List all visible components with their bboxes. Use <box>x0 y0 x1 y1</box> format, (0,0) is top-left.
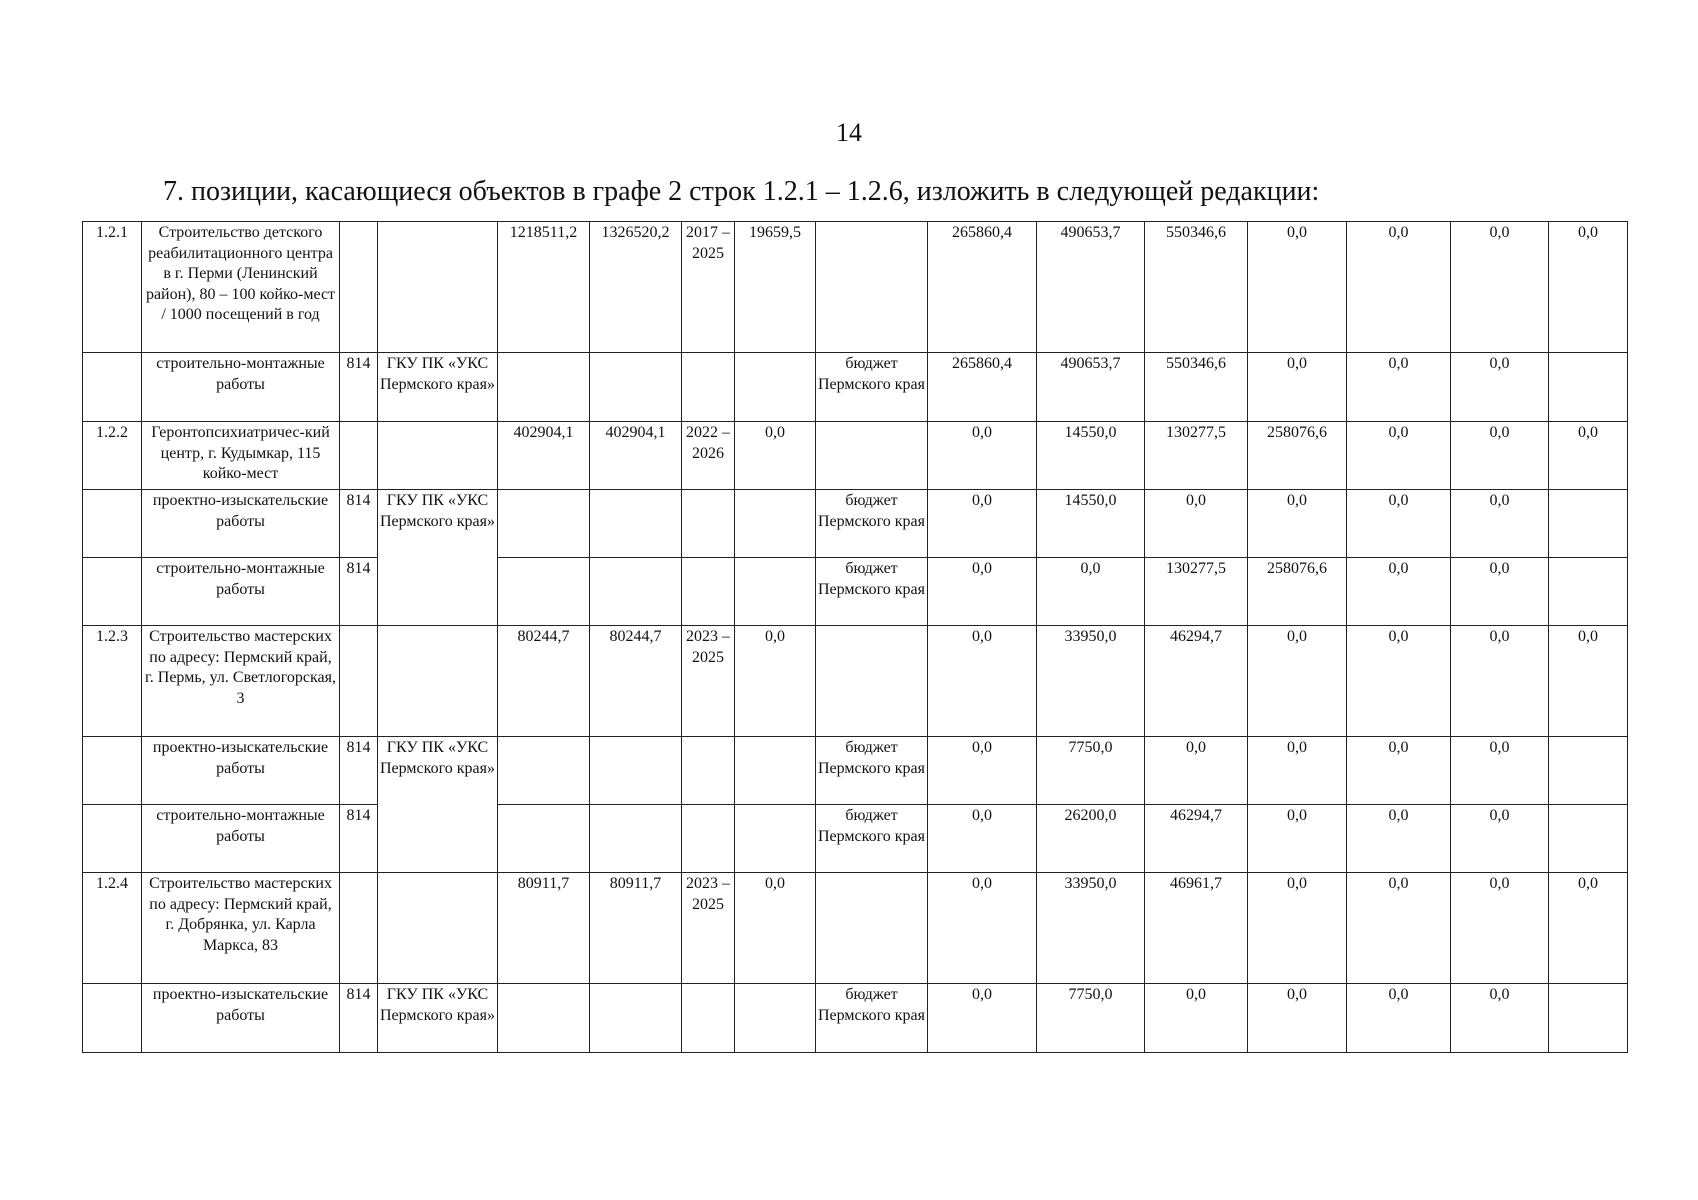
spent-cell <box>735 558 816 626</box>
page-number: 14 <box>836 118 862 147</box>
spent-cell <box>735 984 816 1053</box>
cost-total-cell: 402904,1 <box>590 422 682 490</box>
source-cell <box>816 222 928 353</box>
year-5-cell: 0,0 <box>1347 490 1451 558</box>
period-cell: 2022 – 2026 <box>682 422 735 490</box>
year-5-cell: 0,0 <box>1347 984 1451 1053</box>
cost-estimate-cell: 402904,1 <box>498 422 590 490</box>
year-5-cell: 0,0 <box>1347 737 1451 805</box>
row-id-cell <box>83 984 142 1053</box>
period-cell <box>682 353 735 422</box>
spent-cell <box>735 490 816 558</box>
year-5-cell: 0,0 <box>1347 558 1451 626</box>
spent-cell <box>735 737 816 805</box>
year-6-cell: 0,0 <box>1451 805 1549 873</box>
object-name-cell: Геронтопсихиатричес-кий центр, г. Кудымкар, 115 койко-мест <box>142 422 340 490</box>
year-3-cell: 0,0 <box>1145 984 1248 1053</box>
executor-cell <box>378 626 498 737</box>
cost-estimate-cell: 1218511,2 <box>498 222 590 353</box>
spent-cell: 0,0 <box>735 873 816 984</box>
year-4-cell: 0,0 <box>1248 737 1347 805</box>
row-id-cell: 1.2.1 <box>83 222 142 353</box>
code-cell: 814 <box>340 805 378 873</box>
year-2-cell: 7750,0 <box>1037 984 1145 1053</box>
cost-total-cell <box>590 353 682 422</box>
year-1-cell: 0,0 <box>928 558 1037 626</box>
cost-total-cell <box>590 805 682 873</box>
table-row <box>83 222 1628 353</box>
source-cell: бюджет Пермского края <box>816 558 928 626</box>
table-row <box>83 805 1628 873</box>
year-3-cell: 130277,5 <box>1145 422 1248 490</box>
cost-total-cell <box>590 984 682 1053</box>
year-1-cell: 0,0 <box>928 805 1037 873</box>
year-5-cell: 0,0 <box>1347 873 1451 984</box>
object-name-cell: Строительство детского реабилитационного центра в г. Перми (Ленинский район), 80 – 100 койко-мест / 1000 посещений в год <box>142 222 340 353</box>
year-3-cell: 0,0 <box>1145 490 1248 558</box>
cost-estimate-cell <box>498 984 590 1053</box>
year-1-cell: 265860,4 <box>928 353 1037 422</box>
cost-estimate-cell <box>498 737 590 805</box>
spent-cell <box>735 353 816 422</box>
code-cell: 814 <box>340 558 378 626</box>
row-id-cell: 1.2.4 <box>83 873 142 984</box>
year-6-cell: 0,0 <box>1451 626 1549 737</box>
year-4-cell: 0,0 <box>1248 984 1347 1053</box>
year-7-cell <box>1549 490 1628 558</box>
source-cell: бюджет Пермского края <box>816 984 928 1053</box>
year-5-cell: 0,0 <box>1347 626 1451 737</box>
work-type-cell: строительно-монтажные работы <box>142 805 340 873</box>
executor-cell <box>378 222 498 353</box>
year-6-cell: 0,0 <box>1451 873 1549 984</box>
year-1-cell: 0,0 <box>928 422 1037 490</box>
year-1-cell: 0,0 <box>928 490 1037 558</box>
code-cell <box>340 626 378 737</box>
row-id-cell <box>83 353 142 422</box>
code-cell: 814 <box>340 490 378 558</box>
year-1-cell: 265860,4 <box>928 222 1037 353</box>
object-name-cell: Строительство мастерских по адресу: Пермский край, г. Добрянка, ул. Карла Маркса, 83 <box>142 873 340 984</box>
row-id-cell <box>83 558 142 626</box>
row-id-cell <box>83 737 142 805</box>
work-type-cell: проектно-изыскательские работы <box>142 490 340 558</box>
period-cell <box>682 558 735 626</box>
source-cell: бюджет Пермского края <box>816 805 928 873</box>
year-1-cell: 0,0 <box>928 873 1037 984</box>
year-6-cell: 0,0 <box>1451 353 1549 422</box>
source-cell <box>816 422 928 490</box>
year-6-cell: 0,0 <box>1451 490 1549 558</box>
code-cell: 814 <box>340 984 378 1053</box>
spent-cell: 0,0 <box>735 422 816 490</box>
year-4-cell: 0,0 <box>1248 490 1347 558</box>
cost-total-cell <box>590 558 682 626</box>
period-cell <box>682 490 735 558</box>
year-7-cell: 0,0 <box>1549 873 1628 984</box>
work-type-cell: строительно-монтажные работы <box>142 353 340 422</box>
executor-cell: ГКУ ПК «УКС Пермского края» <box>378 353 498 422</box>
source-cell <box>816 626 928 737</box>
year-2-cell: 0,0 <box>1037 558 1145 626</box>
executor-cell <box>378 422 498 490</box>
year-2-cell: 490653,7 <box>1037 353 1145 422</box>
period-cell <box>682 984 735 1053</box>
source-cell: бюджет Пермского края <box>816 490 928 558</box>
year-3-cell: 0,0 <box>1145 737 1248 805</box>
period-cell: 2023 – 2025 <box>682 873 735 984</box>
table-row <box>83 353 1628 422</box>
year-1-cell: 0,0 <box>928 626 1037 737</box>
amendment-heading: 7. позиции, касающиеся объектов в графе 2 строк 1.2.1 – 1.2.6, изложить в следующей редакции: <box>163 176 1320 207</box>
year-6-cell: 0,0 <box>1451 422 1549 490</box>
year-7-cell <box>1549 353 1628 422</box>
year-3-cell: 130277,5 <box>1145 558 1248 626</box>
cost-total-cell: 1326520,2 <box>590 222 682 353</box>
year-4-cell: 0,0 <box>1248 222 1347 353</box>
year-6-cell: 0,0 <box>1451 222 1549 353</box>
year-5-cell: 0,0 <box>1347 353 1451 422</box>
period-cell: 2023 – 2025 <box>682 626 735 737</box>
table-row <box>83 422 1628 490</box>
source-cell: бюджет Пермского края <box>816 353 928 422</box>
work-type-cell: строительно-монтажные работы <box>142 558 340 626</box>
cost-total-cell <box>590 490 682 558</box>
year-4-cell: 0,0 <box>1248 873 1347 984</box>
table-row <box>83 626 1628 737</box>
spent-cell: 0,0 <box>735 626 816 737</box>
cost-estimate-cell: 80244,7 <box>498 626 590 737</box>
year-2-cell: 14550,0 <box>1037 422 1145 490</box>
year-7-cell: 0,0 <box>1549 626 1628 737</box>
code-cell <box>340 222 378 353</box>
object-name-cell: Строительство мастерских по адресу: Пермский край, г. Пермь, ул. Светлогорская, 3 <box>142 626 340 737</box>
year-6-cell: 0,0 <box>1451 984 1549 1053</box>
year-3-cell: 46294,7 <box>1145 626 1248 737</box>
year-5-cell: 0,0 <box>1347 222 1451 353</box>
period-cell: 2017 – 2025 <box>682 222 735 353</box>
year-2-cell: 26200,0 <box>1037 805 1145 873</box>
year-2-cell: 33950,0 <box>1037 626 1145 737</box>
period-cell <box>682 805 735 873</box>
program-objects-table <box>82 221 1628 1053</box>
table-row <box>83 558 1628 626</box>
year-3-cell: 46294,7 <box>1145 805 1248 873</box>
cost-total-cell <box>590 737 682 805</box>
year-6-cell: 0,0 <box>1451 558 1549 626</box>
row-id-cell: 1.2.3 <box>83 626 142 737</box>
year-7-cell <box>1549 558 1628 626</box>
executor-cell: ГКУ ПК «УКС Пермского края» <box>378 490 498 626</box>
cost-total-cell: 80911,7 <box>590 873 682 984</box>
year-1-cell: 0,0 <box>928 984 1037 1053</box>
row-id-cell <box>83 490 142 558</box>
year-4-cell: 0,0 <box>1248 805 1347 873</box>
cost-estimate-cell: 80911,7 <box>498 873 590 984</box>
row-id-cell: 1.2.2 <box>83 422 142 490</box>
table-row <box>83 737 1628 805</box>
code-cell <box>340 422 378 490</box>
cost-estimate-cell <box>498 353 590 422</box>
year-2-cell: 490653,7 <box>1037 222 1145 353</box>
year-4-cell: 0,0 <box>1248 353 1347 422</box>
year-5-cell: 0,0 <box>1347 422 1451 490</box>
year-3-cell: 550346,6 <box>1145 222 1248 353</box>
year-3-cell: 46961,7 <box>1145 873 1248 984</box>
year-7-cell <box>1549 984 1628 1053</box>
row-id-cell <box>83 805 142 873</box>
source-cell <box>816 873 928 984</box>
year-7-cell <box>1549 805 1628 873</box>
work-type-cell: проектно-изыскательские работы <box>142 737 340 805</box>
work-type-cell: проектно-изыскательские работы <box>142 984 340 1053</box>
spent-cell: 19659,5 <box>735 222 816 353</box>
spent-cell <box>735 805 816 873</box>
cost-total-cell: 80244,7 <box>590 626 682 737</box>
table-row <box>83 873 1628 984</box>
executor-cell: ГКУ ПК «УКС Пермского края» <box>378 984 498 1053</box>
table-row <box>83 490 1628 558</box>
year-2-cell: 7750,0 <box>1037 737 1145 805</box>
year-7-cell <box>1549 737 1628 805</box>
year-7-cell: 0,0 <box>1549 422 1628 490</box>
table-row <box>83 984 1628 1053</box>
year-4-cell: 258076,6 <box>1248 558 1347 626</box>
cost-estimate-cell <box>498 490 590 558</box>
year-5-cell: 0,0 <box>1347 805 1451 873</box>
period-cell <box>682 737 735 805</box>
cost-estimate-cell <box>498 558 590 626</box>
year-4-cell: 258076,6 <box>1248 422 1347 490</box>
code-cell: 814 <box>340 353 378 422</box>
year-2-cell: 33950,0 <box>1037 873 1145 984</box>
year-4-cell: 0,0 <box>1248 626 1347 737</box>
code-cell <box>340 873 378 984</box>
executor-cell: ГКУ ПК «УКС Пермского края» <box>378 737 498 873</box>
year-7-cell: 0,0 <box>1549 222 1628 353</box>
code-cell: 814 <box>340 737 378 805</box>
year-2-cell: 14550,0 <box>1037 490 1145 558</box>
year-1-cell: 0,0 <box>928 737 1037 805</box>
year-6-cell: 0,0 <box>1451 737 1549 805</box>
executor-cell <box>378 873 498 984</box>
source-cell: бюджет Пермского края <box>816 737 928 805</box>
cost-estimate-cell <box>498 805 590 873</box>
year-3-cell: 550346,6 <box>1145 353 1248 422</box>
